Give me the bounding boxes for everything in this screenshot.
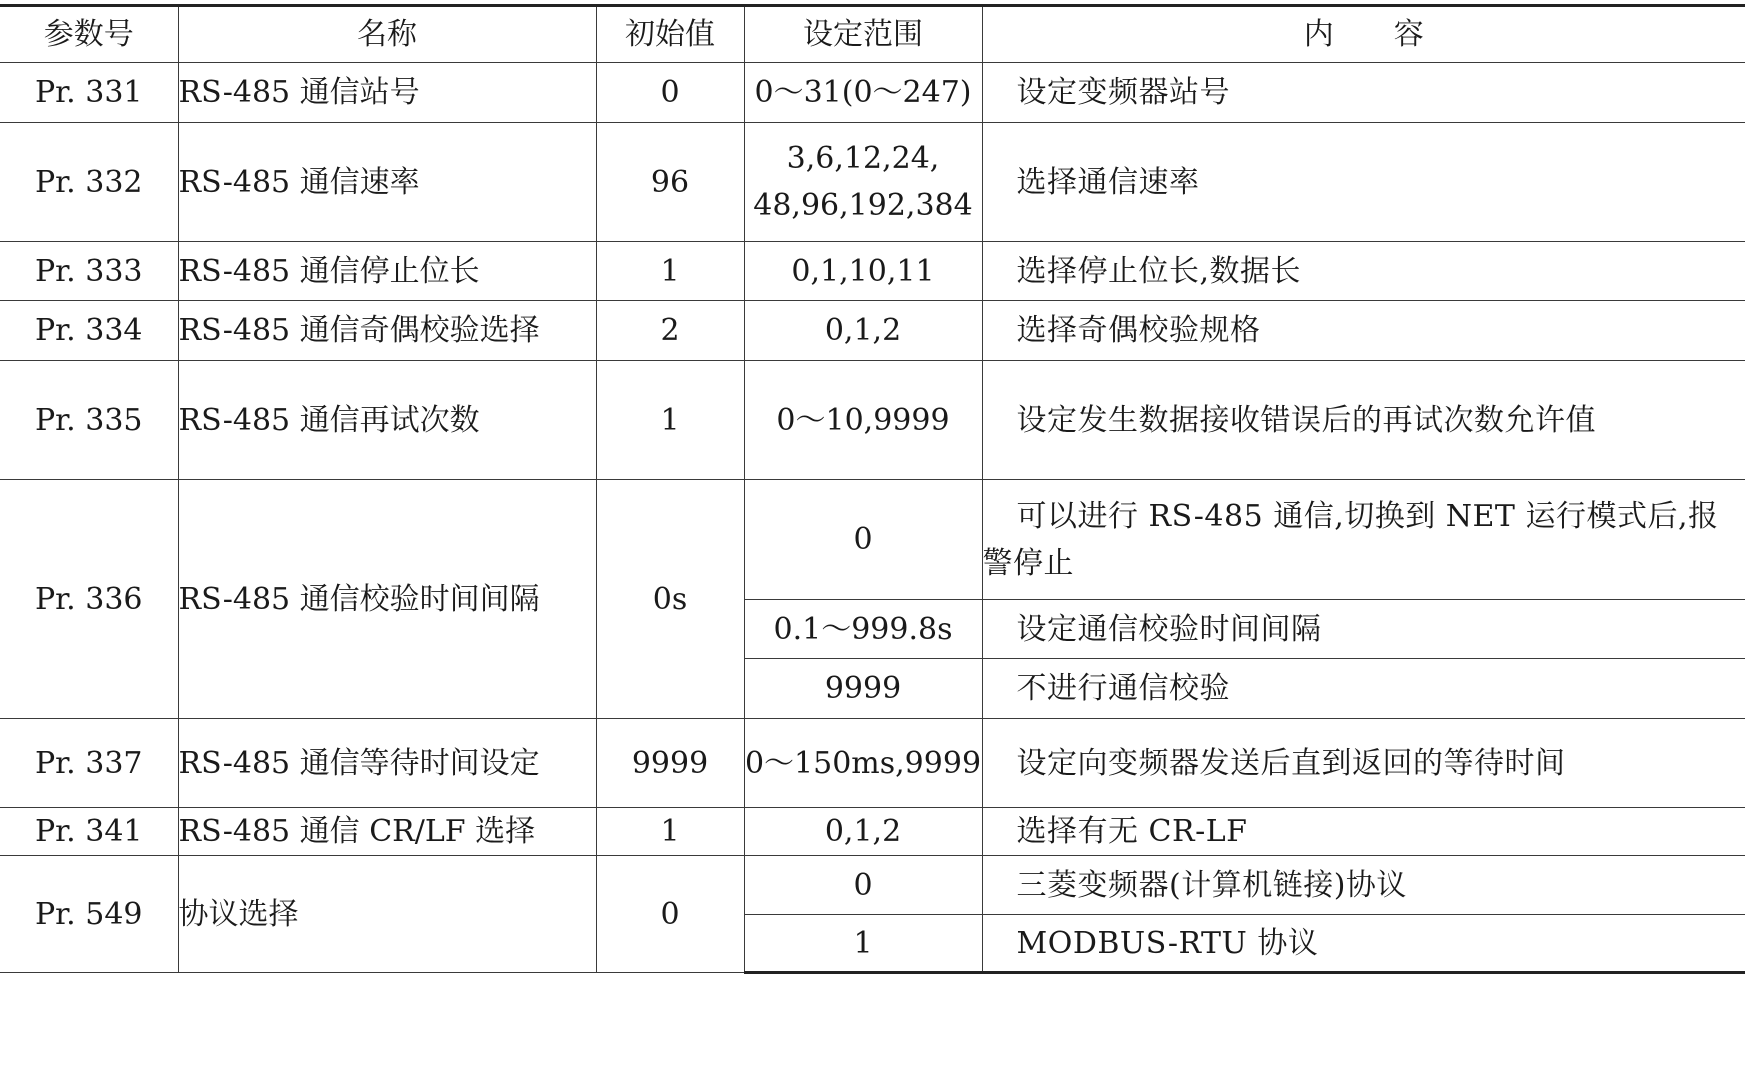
param-no-cell: Pr. 335 <box>0 361 178 480</box>
name-cell: RS-485 通信等待时间设定 <box>178 719 596 808</box>
header-param-no: 参数号 <box>0 6 178 63</box>
initial-value-cell: 2 <box>596 301 744 361</box>
name-cell: RS-485 通信站号 <box>178 63 596 123</box>
name-cell: RS-485 通信速率 <box>178 123 596 242</box>
initial-value-cell: 96 <box>596 123 744 242</box>
name-cell: RS-485 通信停止位长 <box>178 242 596 301</box>
table-row <box>0 719 1745 808</box>
name-cell: RS-485 通信 CR/LF 选择 <box>178 808 596 856</box>
description-cell: 三菱变频器(计算机链接)协议 <box>982 856 1745 915</box>
header-description <box>982 6 1745 63</box>
initial-value-cell: 0 <box>596 63 744 123</box>
table-row <box>0 856 1745 915</box>
table-row <box>0 361 1745 480</box>
parameter-table <box>0 4 1745 974</box>
header-name: 名称 <box>178 6 596 63</box>
description-cell: 可以进行 RS-485 通信,切换到 NET 运行模式后,报警停止 <box>982 480 1745 600</box>
header-initial-value: 初始值 <box>596 6 744 63</box>
initial-value-cell: 1 <box>596 361 744 480</box>
table-row <box>0 480 1745 600</box>
description-cell: 设定通信校验时间间隔 <box>982 600 1745 659</box>
range-cell: 0,1,2 <box>744 808 982 856</box>
table-row <box>0 242 1745 301</box>
description-cell: 设定向变频器发送后直到返回的等待时间 <box>982 719 1745 808</box>
range-cell: 0 <box>744 480 982 600</box>
table-row <box>0 123 1745 242</box>
description-cell: 选择奇偶校验规格 <box>982 301 1745 361</box>
range-cell: 0～150ms,9999 <box>744 719 982 808</box>
range-cell: 1 <box>744 915 982 973</box>
description-cell: 选择有无 CR-LF <box>982 808 1745 856</box>
header-setting-range: 设定范围 <box>744 6 982 63</box>
description-cell: 设定变频器站号 <box>982 63 1745 123</box>
description-cell: 选择停止位长,数据长 <box>982 242 1745 301</box>
name-cell: RS-485 通信校验时间间隔 <box>178 480 596 719</box>
name-cell: RS-485 通信再试次数 <box>178 361 596 480</box>
range-cell: 0～31(0～247) <box>744 63 982 123</box>
range-cell: 0,1,10,11 <box>744 242 982 301</box>
name-cell: RS-485 通信奇偶校验选择 <box>178 301 596 361</box>
name-cell: 协议选择 <box>178 856 596 973</box>
param-no-cell: Pr. 336 <box>0 480 178 719</box>
range-line: 3,6,12,24, <box>786 141 940 176</box>
header-row <box>0 6 1745 63</box>
range-cell: 9999 <box>744 659 982 719</box>
param-no-cell: Pr. 549 <box>0 856 178 973</box>
range-cell: 0～10,9999 <box>744 361 982 480</box>
param-no-cell: Pr. 332 <box>0 123 178 242</box>
table-row <box>0 808 1745 856</box>
range-cell: 0,1,2 <box>744 301 982 361</box>
param-no-cell: Pr. 331 <box>0 63 178 123</box>
param-no-cell: Pr. 341 <box>0 808 178 856</box>
initial-value-cell: 9999 <box>596 719 744 808</box>
param-no-cell: Pr. 333 <box>0 242 178 301</box>
param-no-cell: Pr. 337 <box>0 719 178 808</box>
table-row <box>0 301 1745 361</box>
range-cell: 0 <box>744 856 982 915</box>
param-no-cell: Pr. 334 <box>0 301 178 361</box>
range-cell <box>744 123 982 242</box>
table-row <box>0 63 1745 123</box>
initial-value-cell: 0s <box>596 480 744 719</box>
initial-value-cell: 1 <box>596 808 744 856</box>
description-cell: 不进行通信校验 <box>982 659 1745 719</box>
initial-value-cell: 0 <box>596 856 744 973</box>
initial-value-cell: 1 <box>596 242 744 301</box>
description-cell: 设定发生数据接收错误后的再试次数允许值 <box>982 361 1745 480</box>
description-cell: MODBUS-RTU 协议 <box>982 915 1745 973</box>
header-description-text: 内 容 <box>1303 17 1424 52</box>
range-cell: 0.1～999.8s <box>744 600 982 659</box>
description-cell: 选择通信速率 <box>982 123 1745 242</box>
range-line: 48,96,192,384 <box>753 188 973 223</box>
